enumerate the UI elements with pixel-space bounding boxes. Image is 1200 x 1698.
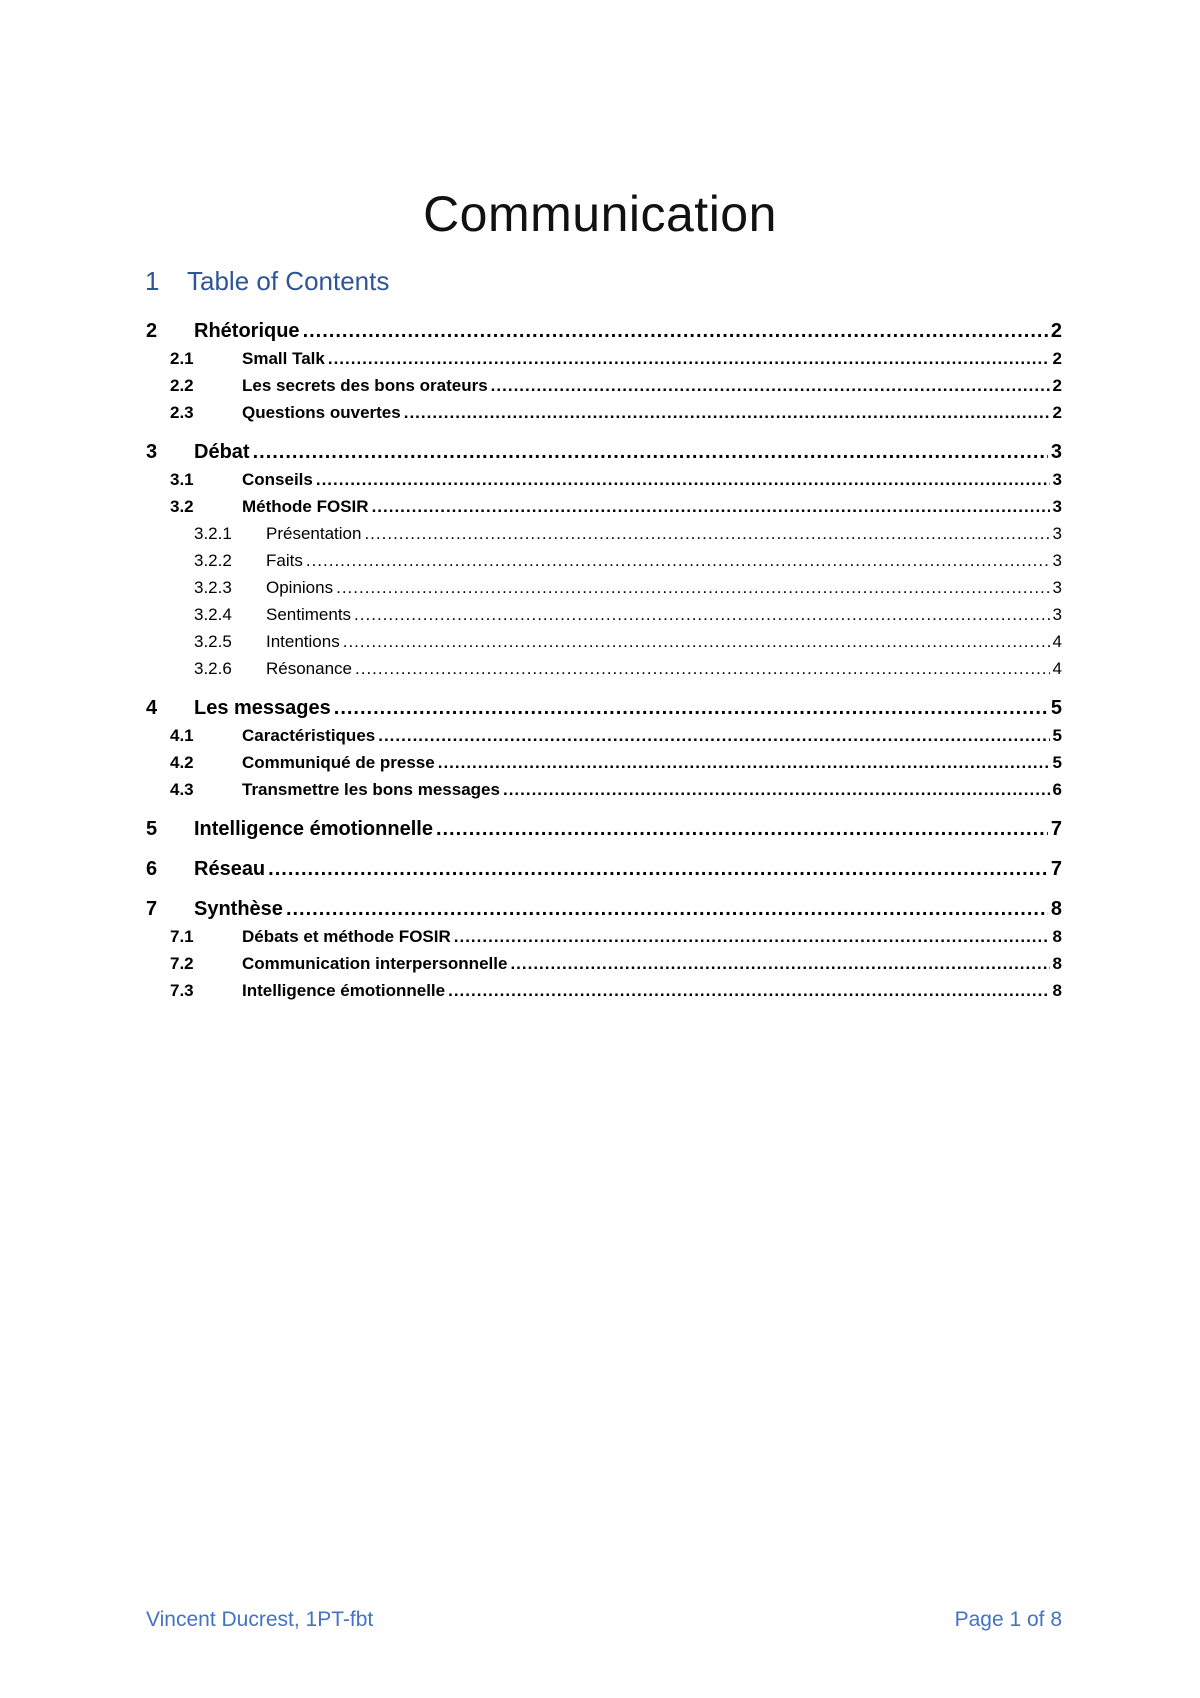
toc-entry[interactable] — [146, 520, 1062, 547]
toc-dot-leader — [303, 318, 1048, 345]
toc-dot-leader — [436, 816, 1048, 843]
toc-dot-leader — [364, 520, 1049, 547]
toc-entry[interactable] — [146, 896, 1062, 923]
toc-entry-number: 6 — [146, 858, 158, 880]
toc-entry[interactable] — [146, 628, 1062, 655]
toc-entry-number: 3 — [146, 441, 158, 463]
toc-entry-page: 4 — [1052, 659, 1062, 678]
toc-dot-leader — [316, 466, 1050, 493]
toc-entry-number: 3.2.1 — [194, 524, 232, 543]
toc-entry[interactable] — [146, 493, 1062, 520]
toc-entry-number: 2.2 — [170, 376, 194, 395]
toc-entry[interactable] — [146, 318, 1062, 345]
toc-entry-page: 3 — [1050, 441, 1062, 463]
toc-entry[interactable] — [146, 655, 1062, 682]
toc-dot-leader — [343, 628, 1050, 655]
toc-entry[interactable] — [146, 923, 1062, 950]
toc-entry[interactable] — [146, 977, 1062, 1004]
toc-entry[interactable] — [146, 439, 1062, 466]
toc-entry[interactable] — [146, 345, 1062, 372]
toc-entry[interactable] — [146, 816, 1062, 843]
toc-entry-number: 7 — [146, 898, 158, 920]
toc-entry[interactable] — [146, 399, 1062, 426]
toc-heading-number: 1 — [145, 266, 160, 296]
toc-entry-number: 7.3 — [170, 981, 194, 1000]
toc-entry-label: Caractéristiques — [242, 726, 376, 745]
toc-entry-label: Présentation — [266, 524, 362, 543]
toc-entry-page: 6 — [1052, 780, 1062, 799]
toc-dot-leader — [503, 776, 1050, 803]
toc-entry-number: 3.2.3 — [194, 578, 232, 597]
toc-entry[interactable] — [146, 601, 1062, 628]
toc-entry-number: 4.3 — [170, 780, 194, 799]
toc-dot-leader — [404, 399, 1050, 426]
toc-entry-page: 2 — [1052, 376, 1062, 395]
footer-page-indicator: Page 1 of 8 — [954, 1608, 1062, 1631]
toc-entry[interactable] — [146, 776, 1062, 803]
toc-dot-leader — [355, 655, 1050, 682]
toc-entry[interactable] — [146, 372, 1062, 399]
toc-entry-label: Faits — [266, 551, 303, 570]
toc-entry-page: 4 — [1052, 632, 1062, 651]
document-title: Communication — [423, 185, 777, 242]
toc-entry-label: Les secrets des bons orateurs — [242, 376, 488, 395]
toc-entry[interactable] — [146, 547, 1062, 574]
toc-dot-leader — [334, 695, 1048, 722]
toc-entry-number: 5 — [146, 818, 158, 840]
toc-entry[interactable] — [146, 695, 1062, 722]
toc-entry-label: Intelligence émotionnelle — [194, 818, 433, 840]
toc-entry-page: 2 — [1050, 320, 1062, 342]
toc-entry-number: 4.2 — [170, 753, 194, 772]
toc-dot-leader — [510, 950, 1049, 977]
toc-entry-label: Débats et méthode FOSIR — [242, 927, 451, 946]
toc-entry-page: 8 — [1052, 954, 1062, 973]
toc-entry-number: 3.2.4 — [194, 605, 232, 624]
toc-entry-number: 7.1 — [170, 927, 194, 946]
toc-entry-page: 2 — [1052, 349, 1062, 368]
toc-dot-leader — [448, 977, 1049, 1004]
toc-entry-number: 3.2.5 — [194, 632, 232, 651]
toc-entry-label: Intentions — [266, 632, 340, 651]
toc-entry-page: 5 — [1052, 753, 1062, 772]
toc-entry-label: Les messages — [194, 697, 331, 719]
toc-entry-label: Communication interpersonnelle — [242, 954, 508, 973]
toc-entry-label: Débat — [194, 441, 250, 463]
toc-entry-number: 3.2.6 — [194, 659, 232, 678]
toc-entry-label: Small Talk — [242, 349, 325, 368]
toc-entry[interactable] — [146, 950, 1062, 977]
toc-dot-leader — [268, 856, 1048, 883]
toc-entry-label: Sentiments — [266, 605, 352, 624]
toc-dot-leader — [336, 574, 1049, 601]
table-of-contents — [146, 318, 1062, 1004]
toc-entry-page: 5 — [1050, 697, 1062, 719]
toc-entry-number: 7.2 — [170, 954, 194, 973]
toc-heading — [145, 264, 389, 298]
toc-entry-page: 3 — [1052, 551, 1062, 570]
toc-dot-leader — [354, 601, 1049, 628]
toc-entry-label: Questions ouvertes — [242, 403, 401, 422]
toc-heading-label: Table of Contents — [187, 266, 390, 296]
toc-entry-number: 4 — [146, 697, 158, 719]
toc-entry-page: 3 — [1052, 470, 1062, 489]
toc-dot-leader — [253, 439, 1048, 466]
toc-entry-page: 8 — [1050, 898, 1062, 920]
toc-dot-leader — [306, 547, 1050, 574]
toc-entry-label: Conseils — [242, 470, 313, 489]
toc-entry-label: Synthèse — [194, 898, 283, 920]
toc-entry-label: Intelligence émotionnelle — [242, 981, 446, 1000]
toc-entry-label: Méthode FOSIR — [242, 497, 369, 516]
footer-author: Vincent Ducrest, 1PT-fbt — [146, 1608, 374, 1631]
toc-dot-leader — [286, 896, 1048, 923]
toc-dot-leader — [328, 345, 1050, 372]
toc-entry-page: 7 — [1050, 858, 1062, 880]
toc-entry-number: 3.2.2 — [194, 551, 232, 570]
page-footer — [146, 1606, 1062, 1634]
toc-entry-label: Transmettre les bons messages — [242, 780, 500, 799]
toc-entry-number: 2.1 — [170, 349, 194, 368]
toc-entry-label: Réseau — [194, 858, 266, 880]
toc-entry-page: 2 — [1052, 403, 1062, 422]
toc-entry[interactable] — [146, 749, 1062, 776]
toc-entry-page: 3 — [1052, 497, 1062, 516]
toc-entry-page: 8 — [1052, 927, 1062, 946]
toc-entry-page: 3 — [1052, 524, 1062, 543]
toc-dot-leader — [372, 493, 1050, 520]
toc-entry[interactable] — [146, 856, 1062, 883]
toc-entry[interactable] — [146, 722, 1062, 749]
toc-entry-label: Communiqué de presse — [242, 753, 435, 772]
toc-dot-leader — [438, 749, 1050, 776]
toc-entry-number: 3.1 — [170, 470, 194, 489]
toc-entry-number: 2 — [146, 320, 158, 342]
toc-dot-leader — [454, 923, 1050, 950]
toc-entry[interactable] — [146, 574, 1062, 601]
toc-entry-number: 2.3 — [170, 403, 194, 422]
toc-entry-number: 3.2 — [170, 497, 194, 516]
toc-entry-label: Rhétorique — [194, 320, 300, 342]
toc-entry-page: 5 — [1052, 726, 1062, 745]
toc-entry-page: 8 — [1052, 981, 1062, 1000]
toc-entry-number: 4.1 — [170, 726, 194, 745]
toc-dot-leader — [491, 372, 1050, 399]
toc-entry-page: 7 — [1050, 818, 1062, 840]
toc-dot-leader — [378, 722, 1049, 749]
toc-entry-page: 3 — [1052, 605, 1062, 624]
toc-entry[interactable] — [146, 466, 1062, 493]
toc-entry-page: 3 — [1052, 578, 1062, 597]
toc-entry-label: Opinions — [266, 578, 334, 597]
toc-entry-label: Résonance — [266, 659, 353, 678]
